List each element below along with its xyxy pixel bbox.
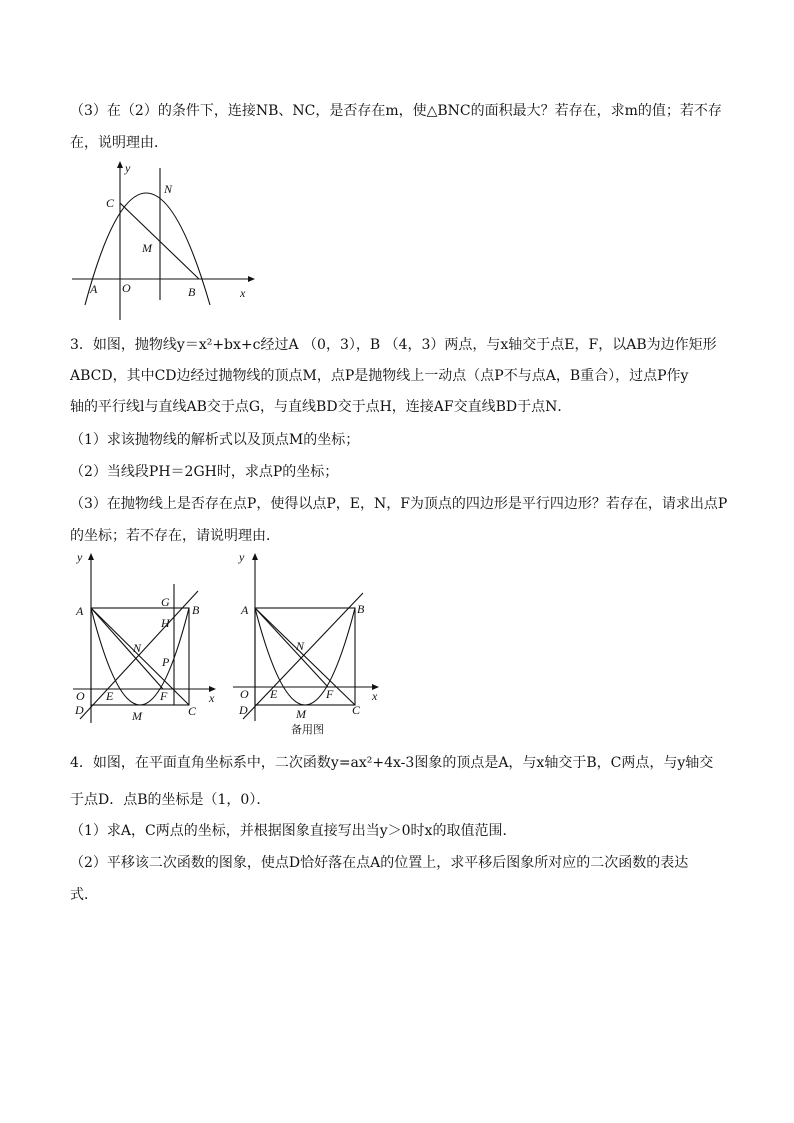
y-axis-arrow — [117, 161, 123, 168]
label-o: O — [240, 687, 249, 701]
label-f: F — [160, 689, 168, 703]
label-b: B — [192, 603, 200, 617]
label-p: P — [162, 655, 170, 669]
label-y: y — [239, 550, 245, 564]
label-m: M — [296, 707, 306, 721]
q3-part3-line1: （3）在抛物线上是否存在点P，使得以点P，E，N，F为顶点的四边形是平行四边形？若存在，请求出点P — [70, 496, 728, 512]
q2-part3-line1: （3）在（2）的条件下，连接NB、NC，是否存在m，使△BNC的面积最大？若存在，求m的值；若不存 — [70, 103, 722, 119]
label-o: O — [76, 689, 85, 703]
label-f: F — [326, 687, 334, 701]
label-m: M — [132, 709, 142, 723]
line-bd — [80, 591, 198, 719]
label-y: y — [77, 550, 83, 564]
q4-part2-line1: （2）平移该二次函数的图象，使点D恰好落在点A的位置上，求平移后图象所对应的二次函数的表达 — [70, 855, 689, 871]
label-e: E — [270, 687, 278, 701]
x-axis-arrow — [248, 276, 255, 282]
label-g: G — [161, 595, 170, 609]
q3-part2: （2）当线段PH＝2GH时，求点P的坐标； — [70, 464, 339, 480]
line-bd — [243, 593, 363, 719]
label-o: O — [122, 281, 131, 295]
q4-line1: 4．如图，在平面直角坐标系中，二次函数y=ax²+4x-3图象的顶点是A，与x轴交于B，C两点，与y轴交 — [70, 755, 714, 771]
q2-part3-line2: 在，说明理由． — [70, 135, 168, 151]
label-d: D — [75, 703, 84, 717]
label-x: x — [209, 691, 215, 705]
label-m: M — [142, 241, 152, 255]
label-n: N — [133, 641, 142, 655]
label-y: y — [125, 161, 131, 175]
q3-line2: ABCD，其中CD边经过抛物线的顶点M，点P是抛物线上一动点（点P不与点A，B重合），过点P作y — [70, 368, 689, 384]
q3-part3-line2: 的坐标；若不存在，请说明理由． — [70, 528, 280, 544]
label-d: D — [239, 703, 248, 717]
label-c: C — [188, 704, 197, 718]
figure-rectangle-parabola — [70, 548, 220, 726]
label-a: A — [90, 282, 98, 296]
label-h: H — [161, 616, 170, 630]
q4-line2: 于点D．点B的坐标是（1，0）． — [70, 792, 271, 808]
label-a: A — [241, 603, 249, 617]
q4-part2-line2: 式． — [70, 887, 98, 903]
label-x: x — [240, 286, 246, 300]
label-n: N — [164, 182, 173, 196]
label-b: B — [357, 602, 365, 616]
figure-parabola-bnc — [70, 160, 260, 325]
y-axis-arrow — [88, 553, 94, 560]
figure-caption: 备用图 — [291, 723, 324, 736]
label-b: B — [188, 285, 196, 299]
label-c: C — [352, 703, 361, 717]
q3-line1: 3．如图，抛物线y＝x²+bx+c经过A （0，3），B （4，3）两点，与x轴交于点E，F，以AB为边作矩形 — [70, 337, 717, 353]
q4-part1: （1）求A，C两点的坐标，并根据图象直接写出当y＞0时x的取值范围． — [70, 823, 517, 839]
figure-spare — [230, 548, 385, 738]
label-n: N — [296, 639, 305, 653]
label-x: x — [372, 689, 378, 703]
q3-part1: （1）求该抛物线的解析式以及顶点M的坐标； — [70, 432, 360, 448]
label-c: C — [106, 196, 115, 210]
line-af — [91, 608, 163, 689]
label-a: A — [76, 604, 84, 618]
y-axis-arrow — [252, 553, 258, 560]
q3-line3: 轴的平行线l与直线AB交于点G，与直线BD交于点H，连接AF交直线BD于点N． — [70, 399, 572, 415]
label-e: E — [106, 689, 114, 703]
